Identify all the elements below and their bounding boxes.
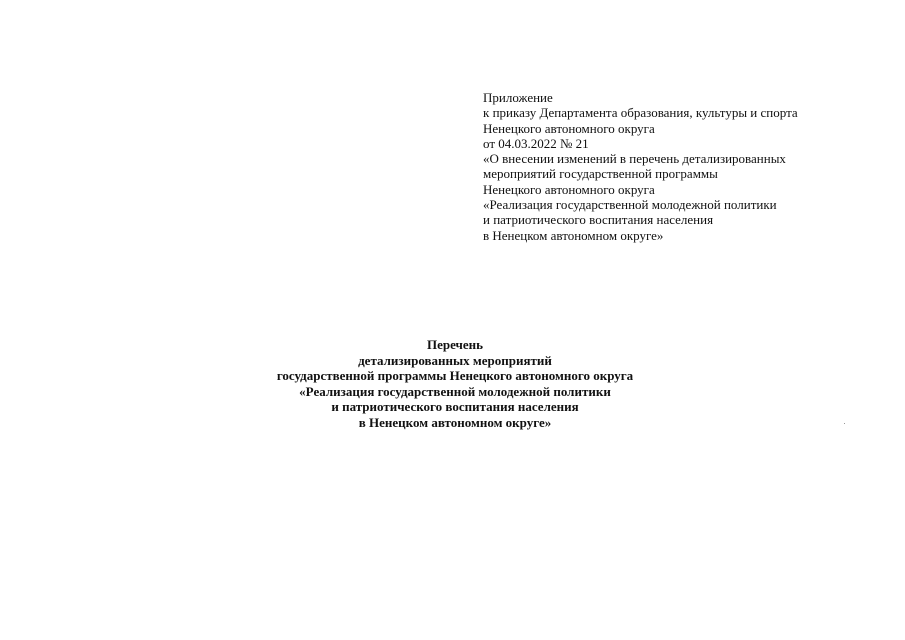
scan-speck [844,423,845,424]
appendix-order-title-line-1: «О внесении изменений в перечень детализированных [483,151,786,167]
appendix-label: Приложение [483,90,553,105]
appendix-order-title-line-4: «Реализация государственной молодежной политики [483,197,777,213]
appendix-order-title-line-3: Ненецкого автономного округа [483,181,655,197]
title-line-2: детализированных мероприятий [358,352,552,368]
appendix-okrug: Ненецкого автономного округа [483,120,655,136]
appendix-order-reference: к приказу Департамента образования, культуры и спорта [483,105,798,121]
title-line-5: и патриотического воспитания населения [331,399,579,415]
document-title [240,337,670,431]
title-line-3: государственной программы Ненецкого автономного округа [276,368,634,384]
title-line-heading: Перечень [426,337,484,352]
appendix-order-title-line-5: и патриотического воспитания населения [483,212,714,228]
appendix-order-date-number: от 04.03.2022 № 21 [483,135,589,151]
appendix-order-title-line-2: мероприятий государственной программы [483,166,718,182]
appendix-order-title-line-6: в Ненецком автономном округе» [483,227,664,243]
appendix-header [483,90,893,243]
title-line-4: «Реализация государственной молодежной политики [299,383,611,399]
title-line-6: в Ненецком автономном округе» [358,414,552,430]
